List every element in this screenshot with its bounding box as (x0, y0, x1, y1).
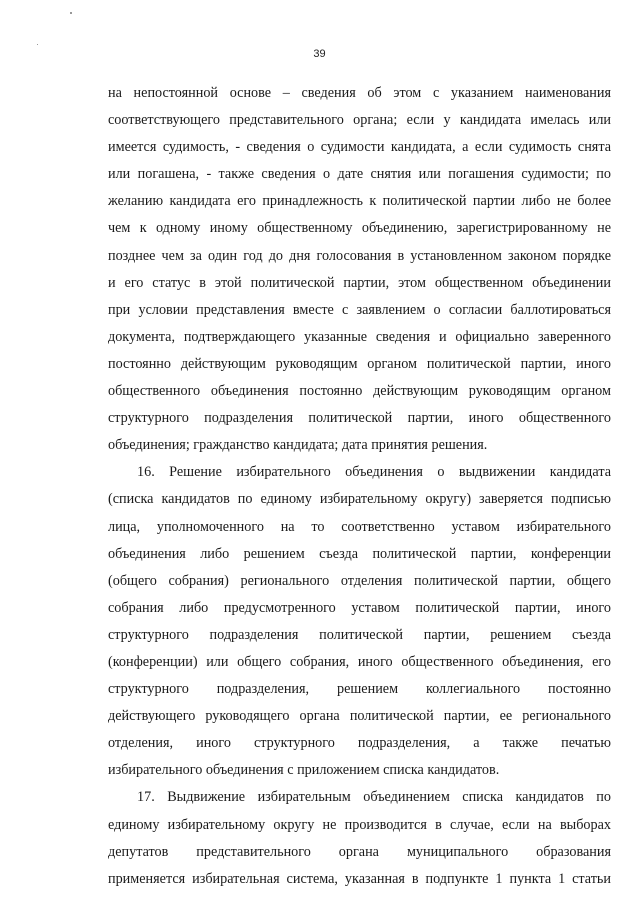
paragraph-15-continuation (108, 80, 611, 459)
text-line: или погашена, - также сведения о дате снятия или погашения судимости; по (108, 166, 611, 183)
text-line: единому избирательному округу не производится в случае, если на выборах (108, 816, 611, 833)
text-line: лица, уполномоченного на то соответственно уставом избирательного (108, 518, 611, 535)
text-line: применяется избирательная система, указанная в подпункте 1 пункта 1 статьи (108, 870, 611, 887)
paragraph-16 (108, 459, 611, 784)
text-line: при условии представления вместе с заявлением о согласии баллотироваться (108, 301, 611, 318)
text-line: и его статус в этой политической партии, этом общественном объединении (108, 274, 611, 291)
text-line: избирательного объединения с приложением списка кандидатов. (108, 762, 500, 779)
text-line: на непостоянной основе – сведения об этом с указанием наименования (108, 85, 611, 101)
text-line: отделения, иного структурного подразделения, а также печатью (108, 735, 611, 752)
text-line: структурного подразделения политической партии, иного общественного (108, 410, 611, 427)
text-line: (общего собрания) регионального отделения политической партии, общего (108, 572, 611, 589)
text-line: общественного объединения постоянно действующим руководящим органом (108, 383, 611, 400)
text-line: соответствующего представительного органа; если у кандидата имелась или (108, 112, 611, 129)
text-line: (списка кандидатов по единому избирательному округу) заверяется подписью (108, 491, 611, 508)
text-line: объединения либо решением съезда политической партии, конференции (108, 545, 611, 562)
text-line: собрания либо предусмотренного уставом политической партии, иного (108, 599, 611, 616)
text-line: структурного подразделения, решением коллегиального постоянно (108, 681, 611, 698)
text-line: 17. Выдвижение избирательным объединением списка кандидатов по (137, 789, 611, 806)
text-line: действующего руководящего органа политической партии, ее регионального (108, 708, 611, 725)
document-body (108, 80, 611, 893)
text-line: (конференции) или общего собрания, иного общественного объединения, его (108, 653, 611, 670)
text-line: чем к одному иному общественному объединению, зарегистрированному не (108, 220, 611, 237)
scan-speck (70, 12, 72, 14)
paragraph-17 (108, 784, 611, 892)
text-line: постоянно действующим руководящим органом политической партии, иного (108, 355, 611, 372)
text-line: документа, подтверждающего указанные сведения и официально заверенного (108, 328, 611, 345)
page-number: 39 (313, 48, 326, 60)
text-line: имеется судимость, - сведения о судимости кандидата, а если судимость снята (108, 139, 611, 156)
text-line: структурного подразделения политической партии, решением съезда (108, 626, 611, 643)
text-line: депутатов представительного органа муниципального образования (108, 843, 611, 860)
text-line: позднее чем за один год до дня голосования в установленном законом порядке (108, 247, 611, 264)
text-line: желанию кандидата его принадлежность к политической партии либо не более (108, 193, 611, 210)
text-line: объединения; гражданство кандидата; дата принятия решения. (108, 437, 488, 454)
scan-speck (37, 44, 38, 45)
text-line: 16. Решение избирательного объединения о выдвижении кандидата (137, 464, 611, 481)
